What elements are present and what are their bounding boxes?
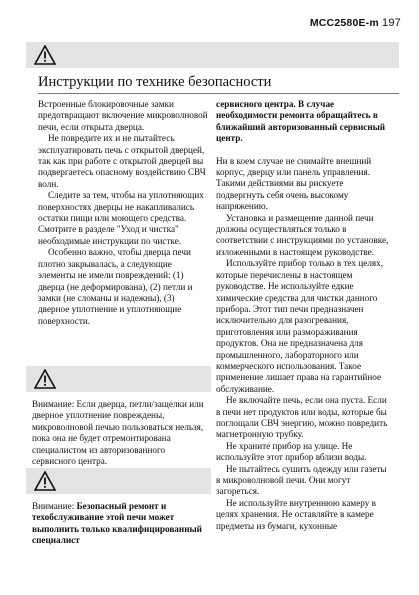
bold-continuation: сервисного центра. В случае необходимости ремонта обращайтесь в ближайший авторизованный сервисный центр. <box>216 99 386 144</box>
paragraph: Особенно важно, чтобы дверца печи плотно закрывалась, а следующие элементы не имели повреждений: (1) дверца (не деформирована), (2) петли и замки (не сломаны и надежны), (3) дверное уплотнение и уплотняющие поверхности. <box>38 247 193 326</box>
paragraph: Не храните прибор на улице. Не используйте этот прибор вблизи воды. <box>216 440 367 463</box>
warning-prefix: Внимание: <box>32 501 77 511</box>
paragraph: Следите за тем, чтобы на уплотняющих поверхностях дверцы не накапливались остатки пищи или моющего средства. Смотрите в разделе "Уход и чистка" необходимые инструкции по чистке. <box>38 190 204 246</box>
warning-icon <box>34 45 56 65</box>
paragraph: Установка и размещение данной печи должны осуществляться только в соответствии с инструкциями по установке, изложенными в настоящем руководстве. <box>216 212 389 257</box>
paragraph: Не пытайтесь сушить одежду или газеты в микроволновой печи. Они могут загореться. <box>216 463 387 497</box>
paragraph: Не используйте внутреннюю камеру в целях хранения. Не оставляйте в камере предметы из бумаги, кухонные <box>216 497 377 531</box>
model-code: MCC2580E-m <box>309 17 379 29</box>
warning-paragraph <box>32 501 210 547</box>
warning-icon <box>34 369 56 389</box>
paragraph: Встроенные блокировочные замки предотвращают включение микроволновой печи, если открыта дверца. <box>38 99 208 132</box>
warning-text <box>32 399 210 467</box>
page-header <box>310 17 401 29</box>
paragraph: Ни в коем случае не снимайте внешний корпус, дверцу или панель управления. Такими действиями вы рискуете подвергнуть себя очень высокому напряжению. <box>216 155 372 212</box>
page-title: Инструкции по технике безопасности <box>38 74 272 90</box>
left-column <box>38 99 208 327</box>
warning-paragraph: Внимание: Если дверца, петли/защелки или дверное уплотнение повреждены, микроволновой печью пользоваться нельзя, пока она не будет отремонтирована специалистом из авторизованного сервисного центра. <box>32 399 204 467</box>
warning-bold: Безопасный ремонт и техобслуживание этой печи может выполнить только квалифицированный специалист <box>32 501 202 546</box>
right-column <box>216 99 392 532</box>
paragraph: Используйте прибор только в тех целях, которые перечислены в настоящем руководстве. Не используйте едкие химические средства для чистки данного прибора. Этот тип печи предназначен исключительно для разогревания, приготовления или размораживания продуктов. Она не предназначена для промышленного, лабораторного или коммерческого использования. Такое применение лишает права на гарантийное обслуживание. <box>216 258 384 394</box>
warning-icon <box>34 471 56 491</box>
warning-text <box>32 501 210 547</box>
page-number: 197 <box>382 17 401 29</box>
warning-banner-top <box>26 42 399 68</box>
title-divider <box>38 93 399 94</box>
paragraph: Не повредите их и не пытайтесь эксплуатировать печь с открытой дверцей, так как при работе с открытой дверцей вы подвергаетесь опасному воздействию СВЧ волн. <box>38 133 206 189</box>
paragraph: Не включайте печь, если она пуста. Если в печи нет продуктов или воды, которые бы поглощали СВЧ энергию, можно повредить магнетронную трубку. <box>216 395 388 440</box>
